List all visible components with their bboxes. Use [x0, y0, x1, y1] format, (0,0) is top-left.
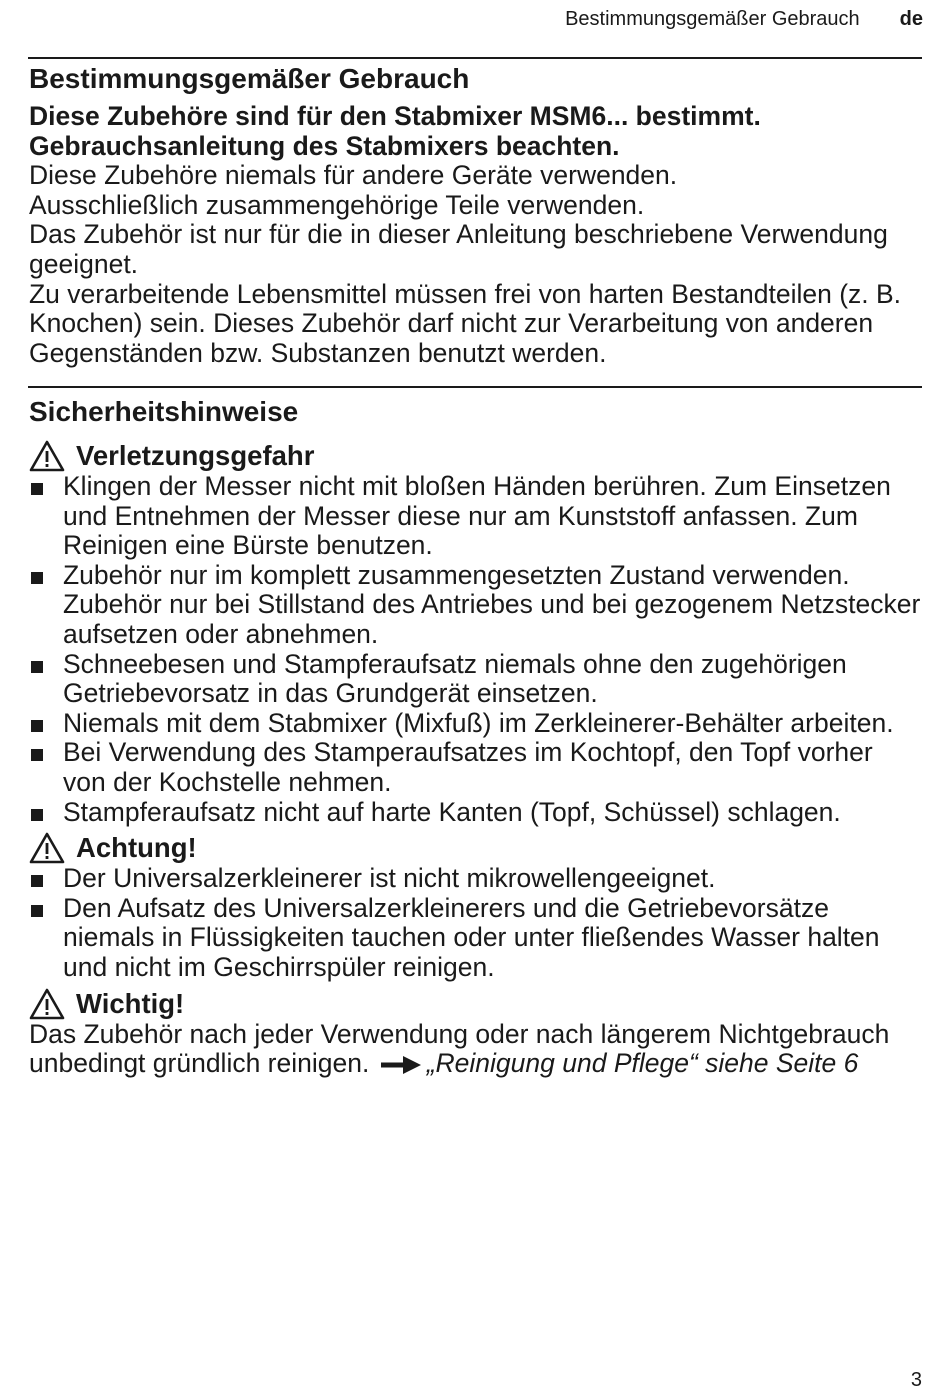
- list-item: Den Aufsatz des Universalzerkleinerers und die Getriebevorsätze niemals in Flüssigkeiten tauchen oder unter fließendes Wasser halten und nicht im Geschirrspüler reinigen.: [29, 894, 922, 983]
- warning-title: Verletzungsgefahr: [76, 440, 315, 471]
- header-language: de: [899, 8, 923, 30]
- section-title: Bestimmungsgemäßer Gebrauch: [29, 63, 470, 94]
- warning-list: [29, 864, 922, 982]
- important-note: Das Zubehör nach jeder Verwendung oder nach längerem Nichtgebrauch unbedingt gründlich reinigen. „Reinigung und Pflege“ siehe Seite 6: [29, 1018, 890, 1079]
- list-item: Klingen der Messer nicht mit bloßen Händen berühren. Zum Einsetzen und Entnehmen der Messer diese nur am Kunststoff anfassen. Zum Reinigen eine Bürste benutzen.: [29, 472, 922, 561]
- bullet-icon: [31, 720, 43, 732]
- text-line: Diese Zubehöre niemals für andere Geräte verwenden.: [29, 160, 678, 191]
- bullet-icon: [31, 572, 43, 584]
- section-safety: [29, 396, 922, 1079]
- warning-triangle-icon: [29, 440, 65, 472]
- page-number: 3: [910, 1369, 922, 1391]
- running-header: [565, 6, 923, 32]
- section-title: Sicherheitshinweise: [29, 396, 299, 427]
- list-item: Stampferaufsatz nicht auf harte Kanten (Topf, Schüssel) schlagen.: [29, 798, 922, 828]
- list-item: Niemals mit dem Stabmixer (Mixfuß) im Zerkleinerer-Behälter arbeiten.: [29, 709, 922, 739]
- bold-line: Gebrauchsanleitung des Stabmixers beachten.: [29, 130, 620, 161]
- warning-heading: [29, 988, 922, 1020]
- text-line: Ausschließlich zusammengehörige Teile verwenden.: [29, 189, 645, 220]
- bullet-icon: [31, 905, 43, 917]
- text-line: Zu verarbeitende Lebensmittel müssen frei von harten Bestandteilen (z. B. Knochen) sein. Dieses Zubehör darf nicht zur Verarbeitung von anderen Gegenständen bzw. Substanzen benutzt werden.: [29, 278, 902, 368]
- bullet-icon: [31, 483, 43, 495]
- bullet-icon: [31, 809, 43, 821]
- bullet-icon: [31, 661, 43, 673]
- section-intended-use: [29, 63, 922, 368]
- arrow-right-icon: [381, 1056, 421, 1074]
- list-item: Bei Verwendung des Stamperaufsatzes im Kochtopf, den Topf vorher von der Kochstelle nehmen.: [29, 738, 922, 797]
- list-item: Schneebesen und Stampferaufsatz niemals ohne den zugehörigen Getriebevorsatz in das Grundgerät einsetzen.: [29, 650, 922, 709]
- header-section-title: Bestimmungsgemäßer Gebrauch: [565, 8, 860, 30]
- warning-heading: [29, 440, 922, 472]
- text-line: Das Zubehör ist nur für die in dieser Anleitung beschriebene Verwendung geeignet.: [29, 219, 888, 279]
- bold-line: Diese Zubehöre sind für den Stabmixer MSM6... bestimmt.: [29, 101, 761, 131]
- divider-middle: [28, 386, 922, 388]
- warning-title: Achtung!: [76, 832, 197, 864]
- bullet-icon: [31, 749, 43, 761]
- warning-triangle-icon: [29, 832, 65, 864]
- warning-title: Wichtig!: [76, 987, 185, 1019]
- cross-reference-link[interactable]: „Reinigung und Pflege“ siehe Seite 6: [426, 1048, 859, 1079]
- divider-top: [28, 57, 922, 59]
- list-item: Zubehör nur im komplett zusammengesetzten Zustand verwenden. Zubehör nur bei Stillstand des Antriebes und bei gezogenem Netzstecker aufsetzen oder abnehmen.: [29, 561, 922, 650]
- warning-heading: [29, 832, 922, 864]
- list-item: Der Universalzerkleinerer ist nicht mikrowellengeeignet.: [29, 864, 922, 894]
- bullet-icon: [31, 875, 43, 887]
- warning-triangle-icon: [29, 988, 65, 1020]
- warning-list: [29, 472, 922, 827]
